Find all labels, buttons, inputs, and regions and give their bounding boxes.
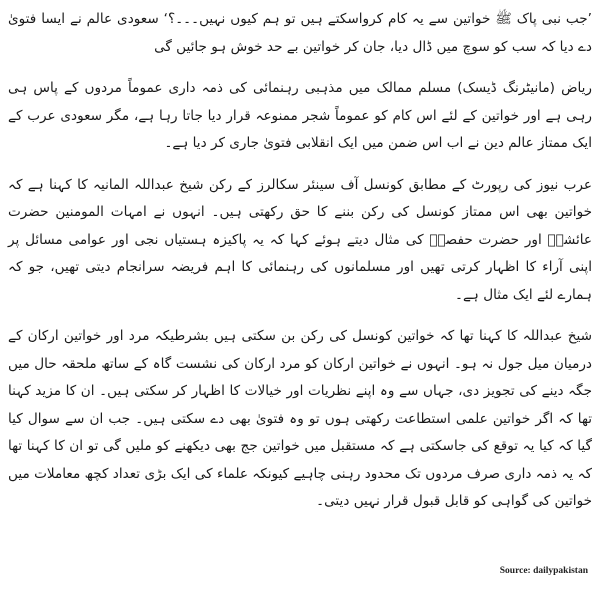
article-body — [8, 6, 592, 530]
source-credit: Source: dailypakistan — [499, 566, 588, 576]
article-paragraph: عرب نیوز کی رپورٹ کے مطابق کونسل آف سینئر سکالرز کے رکن شیخ عبداللہ المانیہ کا کہنا ہے کہ خواتین بھی اس ممتاز کونسل کی رکن بننے کا حق رکھتی ہیں۔ انہوں نے امہات المومنین حضرت عائشہؓ اور حضرت حفصہؓ کی مثال دیتے ہوئے کہا کہ یہ پاکیزہ ہستیاں نجی اور عوامی مسائل پر اپنی آراء کا اظہار کرتی تھیں اور مسلمانوں کی رہنمائی کا اہم فریضہ سرانجام دیتی تھیں، جو کہ ہمارے لئے ایک مثال ہے۔ — [8, 176, 592, 303]
article-paragraph: ریاض (مانیٹرنگ ڈیسک) مسلم ممالک میں مذہبی رہنمائی کی ذمہ داری عموماً مردوں کے پاس ہی رہی ہے اور خواتین کے لئے اس کام کو عموماً شجر ممنوعہ قرار دیا جاتا رہا ہے، مگر سعودی عرب کے ایک ممتاز عالم دین نے اب اس ضمن میں ایک انقلابی فتویٰ جاری کر دیا ہے۔ — [8, 80, 592, 151]
article-paragraph: شیخ عبداللہ کا کہنا تھا کہ خواتین کونسل کی رکن بن سکتی ہیں بشرطیکہ مرد اور خواتین ارکان کے درمیان میل جول نہ ہو۔ انہوں نے خواتین ارکان کو مرد ارکان کی نشست گاہ کے ساتھ ملحقہ حال میں جگہ دینے کی تجویز دی، جہاں سے وہ اپنے نظریات اور خیالات کا اظہار کر سکتی ہیں۔ ان کا مزید کہنا تھا کہ اگر خواتین علمی استطاعت رکھتی ہوں تو وہ فتویٰ بھی دے سکتی ہیں۔ جب ان سے سوال کیا گیا کہ کیا یہ توقع کی جاسکتی ہے کہ مستقبل میں خواتین جج بھی دیکھنے کو ملیں گی تو ان کا کہنا تھا کہ یہ ذمہ داری صرف مردوں تک محدود رہنی چاہیے کیونکہ علماء کی ایک بڑی تعداد کچھ معاملات میں خواتین کی گواہی کو قابل قبول قرار نہیں دیتی۔ — [8, 328, 592, 509]
article-headline: ’جب نبی پاک ﷺ خواتین سے یہ کام کرواسکتے ہیں تو ہم کیوں نہیں۔۔۔؟‘ سعودی عالم نے ایسا فتویٰ دے دیا کہ سب کو سوچ میں ڈال دیا، جان کر خواتین بے حد خوش ہو جائیں گی — [8, 11, 592, 55]
